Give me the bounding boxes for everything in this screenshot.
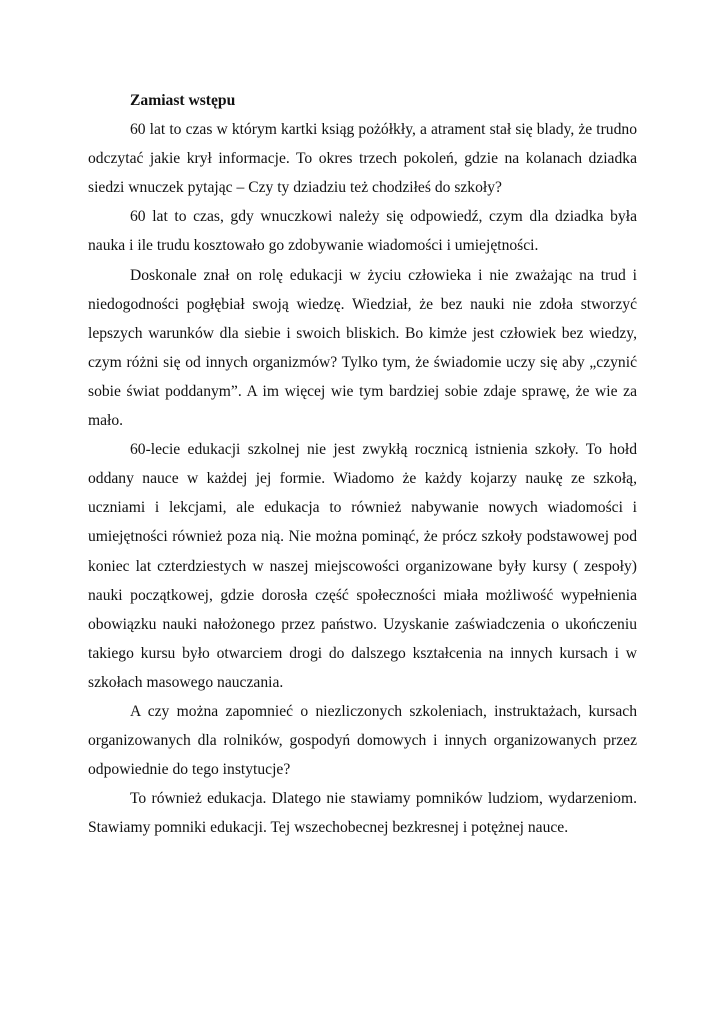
paragraph-2: 60 lat to czas, gdy wnuczkowi należy się odpowiedź, czym dla dziadka była nauka i ile trudu kosztowało go zdobywanie wiadomości i umiejętności. [88, 208, 637, 255]
paragraph-1: 60 lat to czas w którym kartki ksiąg pożółkły, a atrament stał się blady, że trudno odczytać jakie krył informacje. To okres trzech pokoleń, gdzie na kolanach dziadka siedzi wnuczek pytając – Czy ty dziadziu też chodziłeś do szkoły? [88, 121, 637, 197]
paragraph-4: 60-lecie edukacji szkolnej nie jest zwykłą rocznicą istnienia szkoły. To hołd oddany nauce w każdej jej formie. Wiadomo że każdy kojarzy naukę ze szkołą, uczniami i lekcjami, ale edukacja to również nabywanie nowych wiadomości i umiejętności również poza nią. Nie można pominąć, że prócz szkoły podstawowej pod koniec lat czterdziestych w naszej miejscowości organizowane były kursy ( zespoły) nauki początkowej, gdzie dorosła część społeczności miała możliwość wypełnienia obowiązku nauki nałożonego przez państwo. Uzyskanie zaświadczenia o ukończeniu takiego kursu było otwarciem drogi do dalszego kształcenia na innych kursach i w szkołach masowego nauczania. [88, 441, 637, 691]
paragraph-6: To również edukacja. Dlatego nie stawiamy pomników ludziom, wydarzeniom. Stawiamy pomniki edukacji. Tej wszechobecnej bezkresnej i potężnej nauce. [88, 790, 637, 837]
paragraph-5: A czy można zapomnieć o niezliczonych szkoleniach, instruktażach, kursach organizowanych dla rolników, gospodyń domowych i innych organizowanych przez odpowiednie do tego instytucje? [88, 702, 637, 779]
paragraph-3: Doskonale znał on rolę edukacji w życiu człowieka i nie zważając na trud i niedogodności pogłębiał swoją wiedzę. Wiedział, że bez nauki nie zdoła stworzyć lepszych warunków dla siebie i swoich bliskich. Bo kimże jest człowiek bez wiedzy, czym różni się od innych organizmów? Tylko tym, że świadomie uczy się aby „czynić sobie świat poddanym”. A im więcej wie tym bardziej sobie zdaje sprawę, że wie za mało. [88, 266, 637, 430]
document-heading: Zamiast wstępu [130, 92, 236, 109]
document-body [88, 86, 637, 842]
